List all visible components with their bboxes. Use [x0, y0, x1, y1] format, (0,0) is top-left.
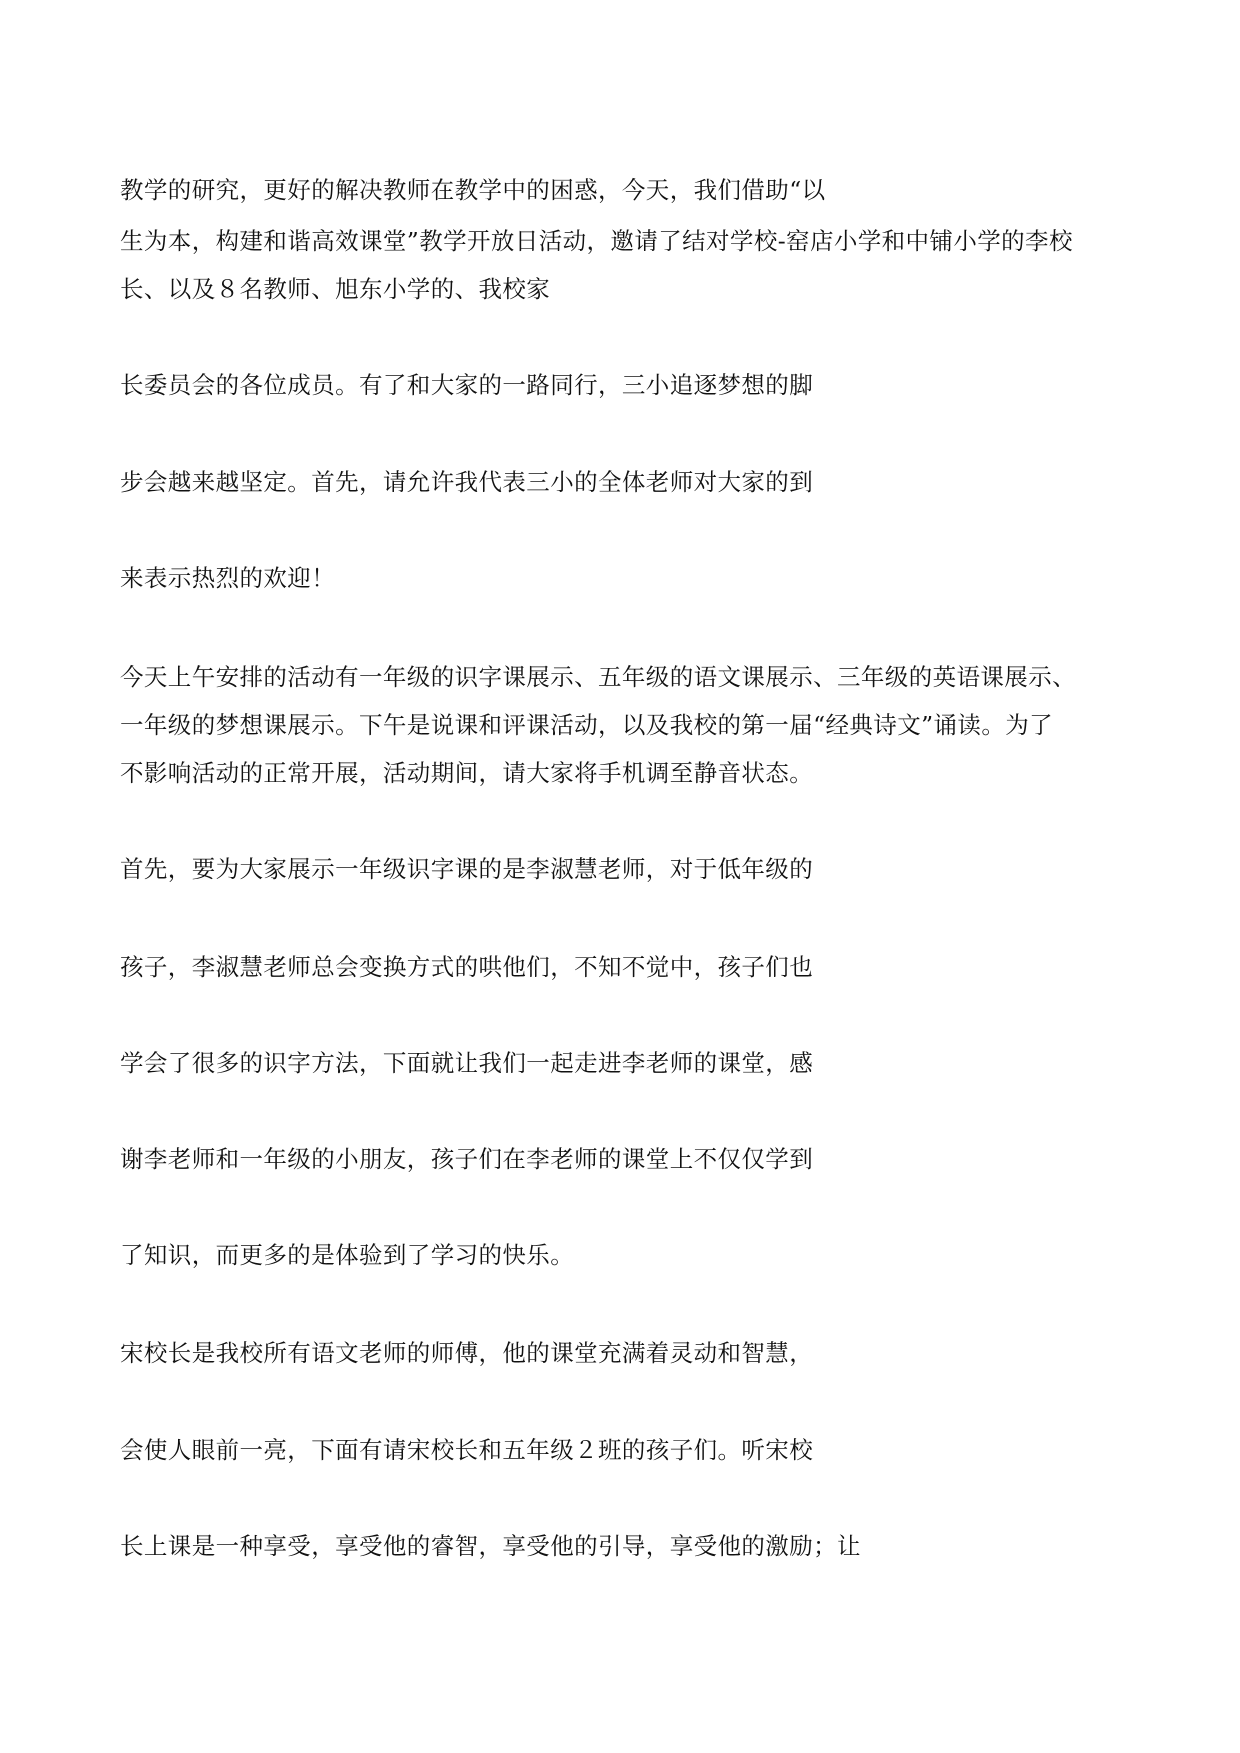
- text-line: 长委员会的各位成员。有了和大家的一路同行，三小追逐梦想的脚: [120, 371, 814, 399]
- text-line: 一年级的梦想课展示。下午是说课和评课活动，以及我校的第一届“经典诗文”诵读。为了: [120, 711, 1054, 739]
- text-line: 会使人眼前一亮，下面有请宋校长和五年级２班的孩子们。听宋校: [120, 1436, 814, 1464]
- text-line: 长上课是一种享受，享受他的睿智，享受他的引导，享受他的激励；让: [120, 1532, 861, 1560]
- text-line: 步会越来越坚定。首先，请允许我代表三小的全体老师对大家的到: [120, 468, 814, 496]
- text-line: 首先，要为大家展示一年级识字课的是李淑慧老师，对于低年级的: [120, 855, 814, 883]
- text-line: 了知识，而更多的是体验到了学习的快乐。: [120, 1241, 575, 1269]
- text-line: 不影响活动的正常开展，活动期间，请大家将手机调至静音状态。: [120, 759, 814, 787]
- text-line: 谢李老师和一年级的小朋友，孩子们在李老师的课堂上不仅仅学到: [120, 1145, 814, 1173]
- text-line: 来表示热烈的欢迎！: [120, 564, 336, 592]
- text-line: 长、以及８名教师、旭东小学的、我校家: [120, 275, 551, 303]
- text-line: 孩子，李淑慧老师总会变换方式的哄他们，不知不觉中，孩子们也: [120, 953, 814, 981]
- text-line: 教学的研究，更好的解决教师在教学中的困惑，今天，我们借助“以: [120, 176, 826, 204]
- text-line: 生为本，构建和谐高效课堂”教学开放日活动，邀请了结对学校-窑店小学和中铺小学的李校: [120, 227, 1073, 255]
- text-line: 今天上午安排的活动有一年级的识字课展示、五年级的语文课展示、三年级的英语课展示、: [120, 663, 1076, 691]
- text-line: 宋校长是我校所有语文老师的师傅，他的课堂充满着灵动和智慧，: [120, 1339, 814, 1367]
- text-line: 学会了很多的识字方法，下面就让我们一起走进李老师的课堂，感: [120, 1049, 814, 1077]
